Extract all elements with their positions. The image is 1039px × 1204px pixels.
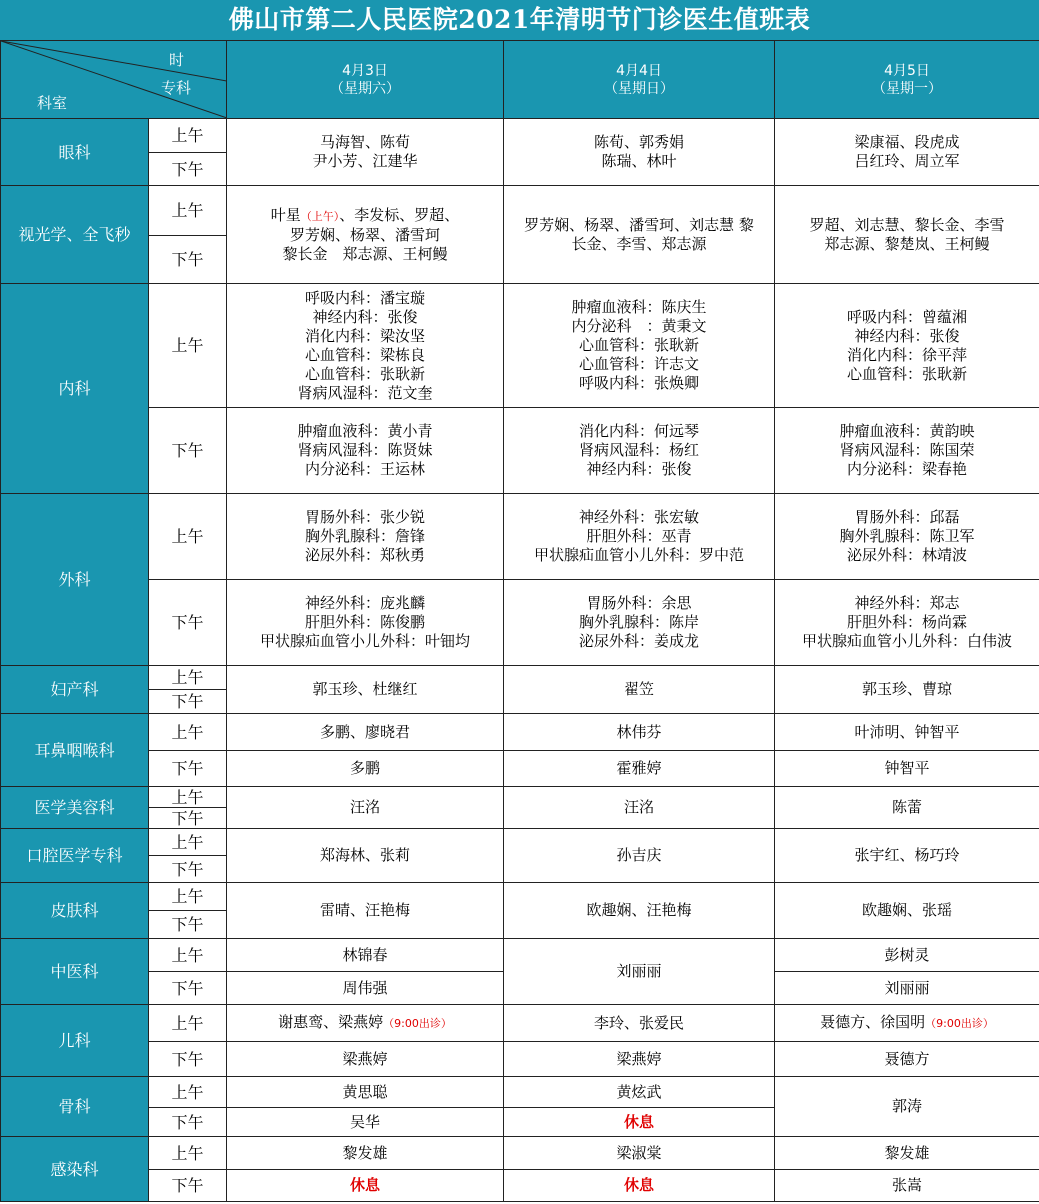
- cell-pediatrics-pm-d1: 梁燕婷: [227, 1042, 504, 1077]
- cell-orthopedics-pm-d2-rest: 休息: [504, 1108, 775, 1137]
- cell-infectious-pm-d2-rest: 休息: [504, 1170, 775, 1202]
- corner-time-label: 时: [169, 51, 185, 69]
- cell-internal-am-d2: 肿瘤血液科：陈庆生 内分泌科 ：黄秉文 心血管科：张耿新 心血管科：许志文 呼吸内科：张焕卿: [504, 284, 775, 408]
- dept-surgery: 外科: [1, 494, 149, 666]
- cell-tcm-pm-d3: 刘丽丽: [775, 972, 1039, 1005]
- cell-optometry-d2: 罗芳娴、杨翠、潘雪珂、刘志慧 黎 长金、李雪、郑志源: [504, 186, 775, 284]
- slot-pm: 下午: [149, 1108, 227, 1137]
- slot-am: 上午: [149, 494, 227, 580]
- day-header-3: 4月5日 （星期一）: [775, 41, 1039, 119]
- slot-am: 上午: [149, 714, 227, 751]
- slot-pm: 下午: [149, 808, 227, 829]
- row-orthopedics-am: [1, 1077, 1039, 1108]
- cell-stomatology-d1: 郑海林、张莉: [227, 829, 504, 883]
- row-obgyn-am: [1, 666, 1039, 690]
- slot-am: 上午: [149, 666, 227, 690]
- slot-pm: 下午: [149, 751, 227, 787]
- dept-tcm: 中医科: [1, 939, 149, 1005]
- header-row: [1, 41, 1039, 119]
- row-surgery-pm: [1, 580, 1039, 666]
- slot-pm: 下午: [149, 153, 227, 186]
- row-optometry-am: [1, 186, 1039, 236]
- cell-internal-pm-d2: 消化内科：何远琴 肾病风湿科：杨红 神经内科：张俊: [504, 408, 775, 494]
- dept-ent: 耳鼻咽喉科: [1, 714, 149, 787]
- dept-stomatology: 口腔医学专科: [1, 829, 149, 883]
- slot-am: 上午: [149, 829, 227, 856]
- cell-stomatology-d2: 孙吉庆: [504, 829, 775, 883]
- slot-am: 上午: [149, 939, 227, 972]
- cell-internal-am-d1: 呼吸内科：潘宝璇 神经内科：张俊 消化内科：梁汝坚 心血管科：梁栋良 心血管科：张耿新 肾病风湿科：范文奎: [227, 284, 504, 408]
- slot-pm: 下午: [149, 856, 227, 883]
- cell-dermatology-d2: 欧趣娴、汪艳梅: [504, 883, 775, 939]
- row-pediatrics-am: [1, 1005, 1039, 1042]
- slot-am: 上午: [149, 186, 227, 236]
- slot-am: 上午: [149, 883, 227, 911]
- row-infectious-pm: [1, 1170, 1039, 1202]
- cell-internal-pm-d1: 肿瘤血液科：黄小青 肾病风湿科：陈贤妹 内分泌科：王运林: [227, 408, 504, 494]
- cell-stomatology-d3: 张宇红、杨巧玲: [775, 829, 1039, 883]
- slot-am: 上午: [149, 119, 227, 153]
- cell-pediatrics-pm-d3: 聂德方: [775, 1042, 1039, 1077]
- slot-am: 上午: [149, 284, 227, 408]
- cell-obgyn-d2: 翟笠: [504, 666, 775, 714]
- day-header-1: 4月3日 （星期六）: [227, 41, 504, 119]
- row-tcm-am: [1, 939, 1039, 972]
- dept-dermatology: 皮肤科: [1, 883, 149, 939]
- cell-pediatrics-am-d1: 谢惠鸾、梁燕婷（9:00出诊）: [227, 1005, 504, 1042]
- cell-tcm-pm-d1: 周伟强: [227, 972, 504, 1005]
- cell-orthopedics-am-d1: 黄思聪: [227, 1077, 504, 1108]
- dept-internal: 内科: [1, 284, 149, 494]
- row-ent-pm: [1, 751, 1039, 787]
- dept-orthopedics: 骨科: [1, 1077, 149, 1137]
- cell-infectious-am-d2: 梁淑棠: [504, 1137, 775, 1170]
- slot-pm: 下午: [149, 911, 227, 939]
- cell-surgery-pm-d1: 神经外科：庞兆麟 肝胆外科：陈俊鹏 甲状腺疝血管小儿外科：叶钿均: [227, 580, 504, 666]
- slot-am: 上午: [149, 1077, 227, 1108]
- roster-table: [0, 40, 1039, 1202]
- row-internal-pm: [1, 408, 1039, 494]
- row-stomatology-am: [1, 829, 1039, 856]
- note-nine-am: （9:00出诊）: [925, 1017, 994, 1030]
- page-title: 佛山市第二人民医院2021年清明节门诊医生值班表: [0, 0, 1039, 40]
- cell-cosmetic-d1: 汪洺: [227, 787, 504, 829]
- slot-pm: 下午: [149, 690, 227, 714]
- row-cosmetic-am: [1, 787, 1039, 808]
- corner-diagonal-lines: [1, 41, 227, 118]
- cell-obgyn-d3: 郭玉珍、曹琼: [775, 666, 1039, 714]
- dept-infectious: 感染科: [1, 1137, 149, 1202]
- slot-pm: 下午: [149, 236, 227, 284]
- dept-cosmetic: 医学美容科: [1, 787, 149, 829]
- cell-tcm-am-d3: 彭树灵: [775, 939, 1039, 972]
- slot-pm: 下午: [149, 408, 227, 494]
- day-header-2: 4月4日 （星期日）: [504, 41, 775, 119]
- cell-internal-am-d3: 呼吸内科：曾蕴湘 神经内科：张俊 消化内科：徐平萍 心血管科：张耿新: [775, 284, 1039, 408]
- cell-eye-d1: 马海智、陈荀 尹小芳、江建华: [227, 119, 504, 186]
- cell-surgery-pm-d3: 神经外科：郑志 肝胆外科：杨尚霖 甲状腺疝血管小儿外科：白伟波: [775, 580, 1039, 666]
- dept-optometry: 视光学、全飞秒: [1, 186, 149, 284]
- slot-pm: 下午: [149, 580, 227, 666]
- cell-cosmetic-d2: 汪洺: [504, 787, 775, 829]
- corner-cell: [1, 41, 227, 119]
- cell-internal-pm-d3: 肿瘤血液科：黄韵映 肾病风湿科：陈国荣 内分泌科：梁春艳: [775, 408, 1039, 494]
- cell-ent-pm-d3: 钟智平: [775, 751, 1039, 787]
- row-internal-am: [1, 284, 1039, 408]
- cell-surgery-am-d1: 胃肠外科：张少锐 胸外乳腺科：詹锋 泌尿外科：郑秋勇: [227, 494, 504, 580]
- row-surgery-am: [1, 494, 1039, 580]
- cell-infectious-pm-d1-rest: 休息: [227, 1170, 504, 1202]
- cell-tcm-d2: 刘丽丽: [504, 939, 775, 1005]
- cell-eye-d3: 梁康福、段虎成 吕红玲、周立军: [775, 119, 1039, 186]
- slot-pm: 下午: [149, 1042, 227, 1077]
- note-nine-am: （9:00出诊）: [383, 1017, 452, 1030]
- cell-orthopedics-d3: 郭涛: [775, 1077, 1039, 1137]
- row-ent-am: [1, 714, 1039, 751]
- cell-surgery-am-d2: 神经外科：张宏敏 肝胆外科：巫青 甲状腺疝血管小儿外科：罗中范: [504, 494, 775, 580]
- row-dermatology-am: [1, 883, 1039, 911]
- cell-ent-pm-d1: 多鹏: [227, 751, 504, 787]
- slot-pm: 下午: [149, 972, 227, 1005]
- cell-dermatology-d3: 欧趣娴、张瑶: [775, 883, 1039, 939]
- row-infectious-am: [1, 1137, 1039, 1170]
- cell-dermatology-d1: 雷晴、汪艳梅: [227, 883, 504, 939]
- cell-surgery-am-d3: 胃肠外科：邱磊 胸外乳腺科：陈卫军 泌尿外科：林靖波: [775, 494, 1039, 580]
- cell-infectious-pm-d3: 张嵩: [775, 1170, 1039, 1202]
- cell-infectious-am-d1: 黎发雄: [227, 1137, 504, 1170]
- corner-dept-label: 科室: [37, 94, 68, 112]
- row-pediatrics-pm: [1, 1042, 1039, 1077]
- cell-pediatrics-pm-d2: 梁燕婷: [504, 1042, 775, 1077]
- cell-optometry-d3: 罗超、刘志慧、黎长金、李雪 郑志源、黎楚岚、王柯鳗: [775, 186, 1039, 284]
- cell-eye-d2: 陈荀、郭秀娟 陈瑞、林叶: [504, 119, 775, 186]
- slot-am: 上午: [149, 1137, 227, 1170]
- dept-eye: 眼科: [1, 119, 149, 186]
- cell-infectious-am-d3: 黎发雄: [775, 1137, 1039, 1170]
- cell-ent-am-d1: 多鹏、廖晓君: [227, 714, 504, 751]
- dept-pediatrics: 儿科: [1, 1005, 149, 1077]
- slot-am: 上午: [149, 787, 227, 808]
- cell-obgyn-d1: 郭玉珍、杜继红: [227, 666, 504, 714]
- cell-ent-pm-d2: 霍雅婷: [504, 751, 775, 787]
- slot-pm: 下午: [149, 1170, 227, 1202]
- dept-obgyn: 妇产科: [1, 666, 149, 714]
- cell-tcm-am-d1: 林锦春: [227, 939, 504, 972]
- cell-pediatrics-am-d2: 李玲、张爱民: [504, 1005, 775, 1042]
- cell-ent-am-d3: 叶沛明、钟智平: [775, 714, 1039, 751]
- cell-pediatrics-am-d3: 聂德方、徐国明（9:00出诊）: [775, 1005, 1039, 1042]
- cell-orthopedics-am-d2: 黄炫武: [504, 1077, 775, 1108]
- note-morning: （上午）: [300, 209, 340, 223]
- row-eye-am: [1, 119, 1039, 153]
- cell-ent-am-d2: 林伟芬: [504, 714, 775, 751]
- cell-optometry-d1: 叶星（上午）、李发标、罗超、 罗芳娴、杨翠、潘雪珂 黎长金 郑志源、王柯鳗: [227, 186, 504, 284]
- cell-surgery-pm-d2: 胃肠外科：余思 胸外乳腺科：陈岸 泌尿外科：姜成龙: [504, 580, 775, 666]
- cell-orthopedics-pm-d1: 吴华: [227, 1108, 504, 1137]
- corner-specialty-label: 专科: [161, 79, 192, 97]
- cell-cosmetic-d3: 陈蕾: [775, 787, 1039, 829]
- slot-am: 上午: [149, 1005, 227, 1042]
